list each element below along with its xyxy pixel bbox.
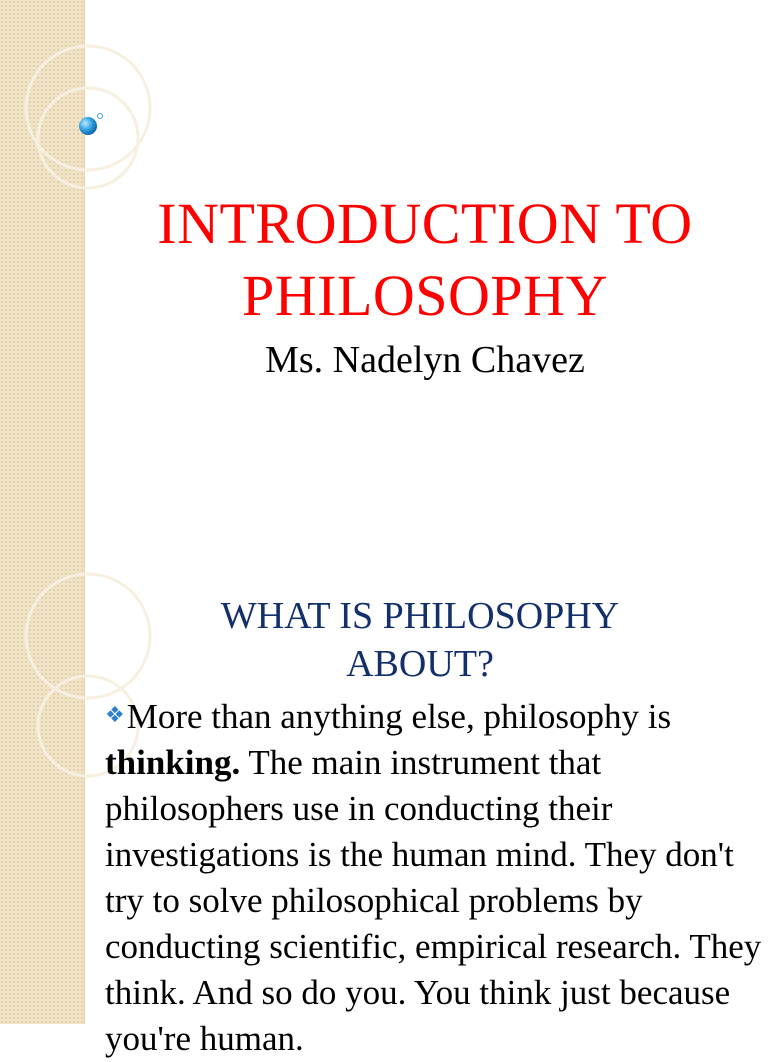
small-orb-icon xyxy=(98,114,103,119)
body-text-intro: More than anything else, philosophy is xyxy=(126,697,672,736)
content-slide xyxy=(0,576,768,1058)
title-line-2: PHILOSOPHY xyxy=(242,263,608,328)
slide-heading xyxy=(120,592,720,688)
body-text-rest: The main instrument that philosophers use in conducting their investigations is the human mind. They don't try to solve philosophical problems by conducting scientific, empirical research. They think. And so do you. You think just because you're human. xyxy=(105,743,762,1058)
body-text-bold: thinking. xyxy=(105,743,241,782)
blue-orb-icon xyxy=(79,117,97,135)
heading-line-2: ABOUT? xyxy=(346,643,494,685)
slide-title xyxy=(90,188,760,332)
title-line-1: INTRODUCTION TO xyxy=(157,191,693,256)
diamond-bullet-icon: ❖ xyxy=(105,702,125,727)
heading-line-1: WHAT IS PHILOSOPHY xyxy=(220,595,620,637)
deco-ring-large xyxy=(26,46,150,170)
deco-ring-small xyxy=(38,88,138,188)
author-subtitle: Ms. Nadelyn Chavez xyxy=(265,339,585,381)
bullet-paragraph xyxy=(105,692,765,1062)
